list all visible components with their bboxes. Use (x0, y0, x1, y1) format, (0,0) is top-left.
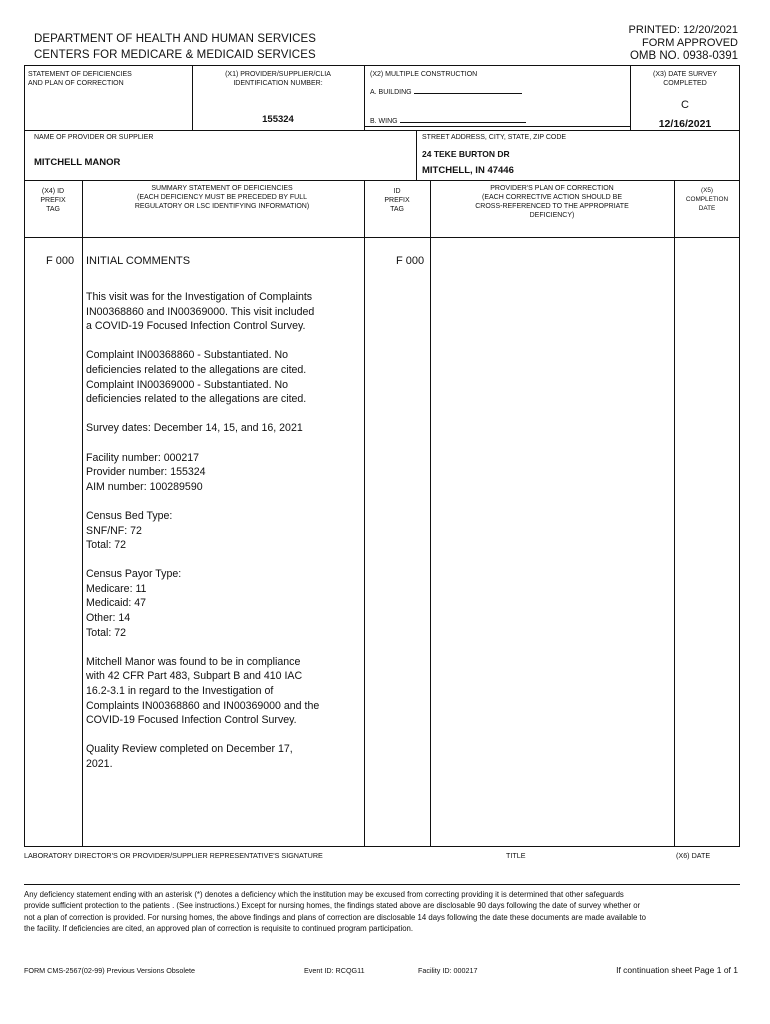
x2-label: (X2) MULTIPLE CONSTRUCTION (370, 71, 478, 78)
provider-id-value: 155324 (262, 114, 294, 125)
id-header: ID PREFIX TAG (384, 188, 410, 213)
summary-header: SUMMARY STATEMENT OF DEFICIENCIES (EACH DEFICIENCY MUST BE PRECEDED BY FULL REGULATORY OR LSC IDENTIFYING INFORMATION) (134, 185, 310, 210)
x6-date-label: (X6) DATE (676, 851, 711, 860)
title-label: TITLE (506, 851, 526, 860)
x4-header: (X4) ID PREFIX TAG (40, 188, 66, 213)
header-department: DEPARTMENT OF HEALTH AND HUMAN SERVICES (34, 33, 317, 45)
right-tag: F 000 (396, 255, 425, 267)
survey-code: C (681, 99, 689, 111)
form-number: FORM CMS-2567(02-99) Previous Versions Obsolete (24, 966, 195, 975)
city-state-zip: MITCHELL, IN 47446 (422, 165, 514, 176)
x3-label: (X3) DATE SURVEY COMPLETED (653, 71, 717, 87)
provider-name: MITCHELL MANOR (34, 157, 121, 168)
paragraph: Facility number: 000217 Provider number: 155324 AIM number: 100289590 (86, 451, 206, 493)
provider-name-label: NAME OF PROVIDER OR SUPPLIER (34, 134, 154, 141)
header-cms: CENTERS FOR MEDICARE & MEDICAID SERVICES (34, 49, 316, 61)
paragraph: Quality Review completed on December 17, 2021. (86, 743, 293, 770)
building-field: A. BUILDING (370, 85, 522, 97)
address-label: STREET ADDRESS, CITY, STATE, ZIP CODE (422, 134, 567, 141)
paragraph: Mitchell Manor was found to be in compliance with 42 CFR Part 483, Subpart B and 410 IAC 16.2-3.1 in regard to the Investigation of Complaints IN00368860 and IN00369000 and the COVID-19 Focused Infection Control Survey. (86, 655, 320, 727)
wing-field: B. WING (370, 114, 526, 126)
comments-body (86, 290, 362, 786)
paragraph: Complaint IN00368860 - Substantiated. No deficiencies related to the allegations are cited. Complaint IN00369000 - Substantiated. No deficiencies related to the allegations are cited. (86, 349, 307, 406)
paragraph: This visit was for the Investigation of Complaints IN00368860 and IN00369000. This visit included a COVID-19 Focused Infection Control Survey. (86, 291, 315, 333)
street-address: 24 TEKE BURTON DR (422, 149, 510, 159)
disclaimer-text: Any deficiency statement ending with an asterisk (*) denotes a deficiency which the institution may be excused from correcting providing it is determined that other safeguards provide sufficient protection to the patients . (See instructions.) Except for nursing homes, the findings stated above are disclosable 90 days following the date of survey whether or not a plan of correction is provided. For nursing homes, the above findings and plans of correction are disclosable 14 days following the date these documents are made available to the facility. If deficiencies are cited, an approved plan of correction is requisite to continued program participation. (24, 890, 646, 933)
signature-label: LABORATORY DIRECTOR'S OR PROVIDER/SUPPLIER REPRESENTATIVE'S SIGNATURE (24, 851, 323, 860)
plan-header: PROVIDER'S PLAN OF CORRECTION (EACH CORRECTIVE ACTION SHOULD BE CROSS-REFERENCED TO THE APPROPRIATE DEFICIENCY) (475, 185, 629, 219)
paragraph: Census Bed Type: SNF/NF: 72 Total: 72 (86, 509, 173, 552)
section-heading: INITIAL COMMENTS (86, 255, 191, 267)
facility-id: Facility ID: 000217 (418, 966, 478, 975)
left-tag: F 000 (46, 255, 75, 267)
page-indicator: If continuation sheet Page 1 of 1 (616, 965, 738, 975)
omb-number: OMB NO. 0938-0391 (629, 50, 738, 62)
survey-completed-date: 12/16/2021 (658, 118, 712, 130)
statement-label: STATEMENT OF DEFICIENCIES AND PLAN OF CORRECTION (28, 71, 132, 87)
paragraph: Survey dates: December 14, 15, and 16, 2021 (86, 422, 303, 435)
event-id: Event ID: RCQG11 (304, 966, 365, 975)
x1-label: (X1) PROVIDER/SUPPLIER/CLIA IDENTIFICATION NUMBER: (225, 71, 331, 87)
paragraph: Census Payor Type: Medicare: 11 Medicaid: 47 Other: 14 Total: 72 (86, 568, 182, 639)
x5-header: (X5) COMPLETION DATE (685, 187, 729, 212)
form-approved: FORM APPROVED (642, 37, 738, 49)
printed-date: PRINTED: 12/20/2021 (628, 24, 738, 36)
